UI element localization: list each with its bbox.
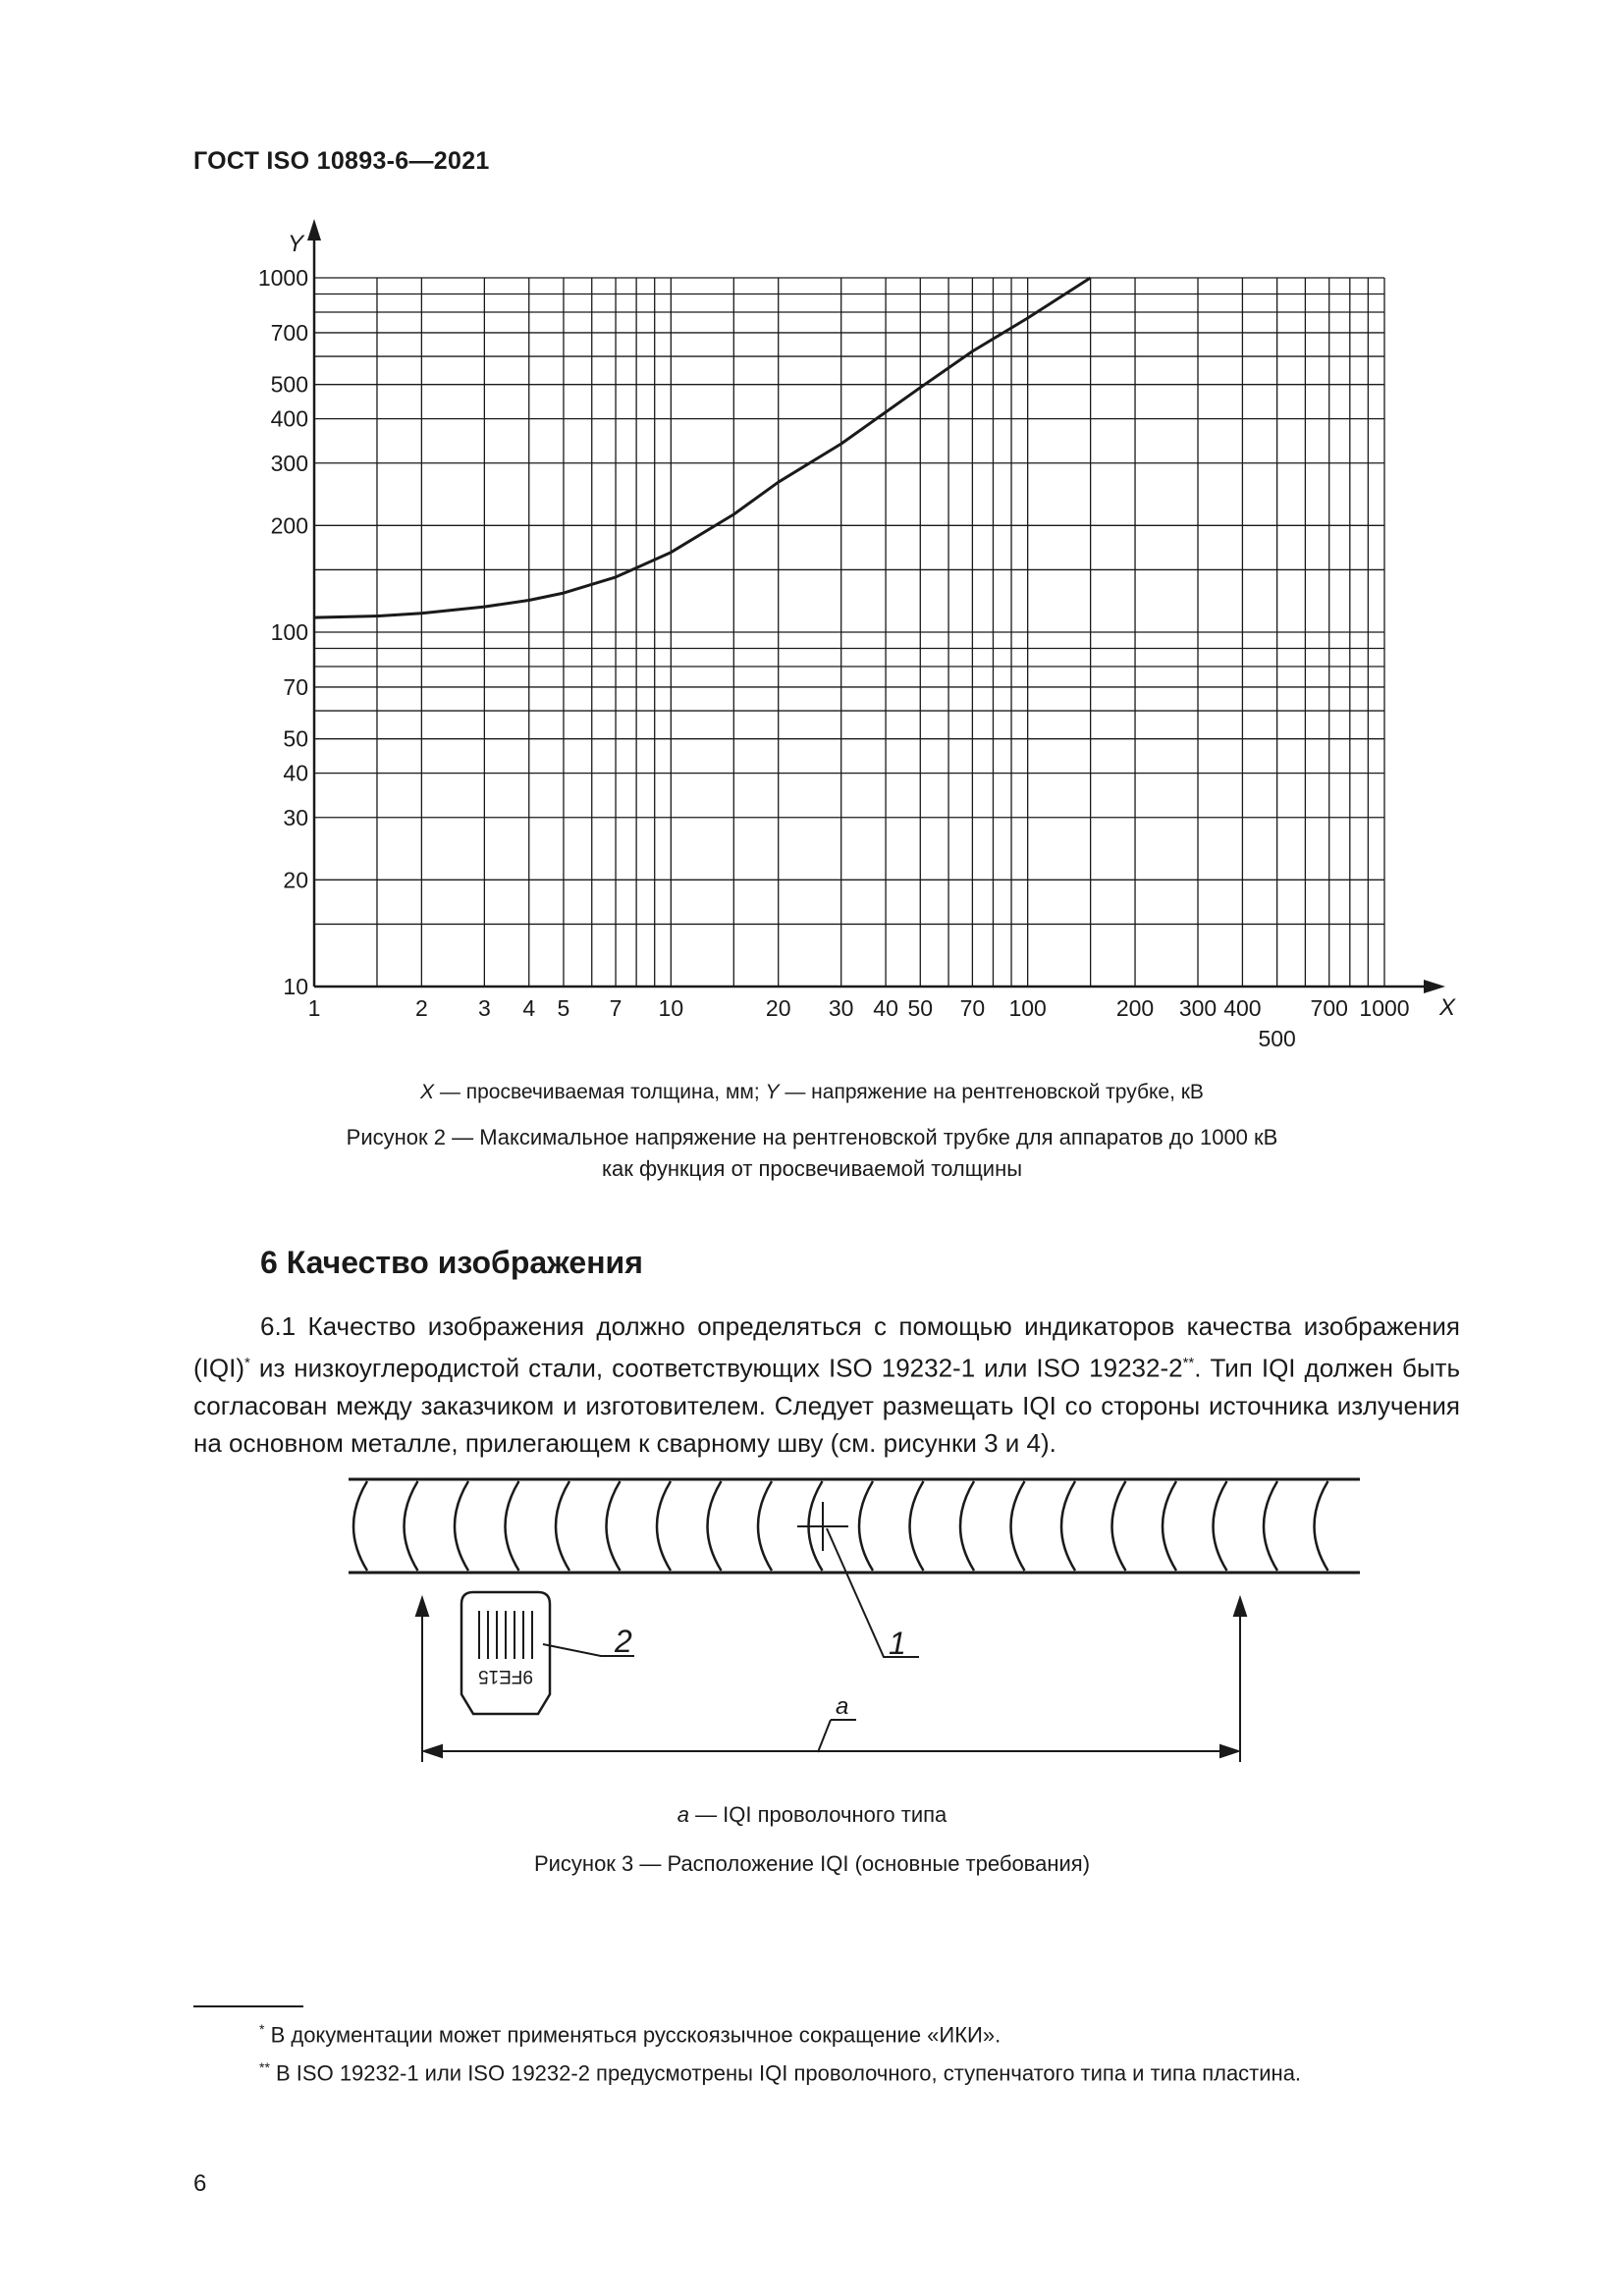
- x-tick-label: 10: [658, 995, 684, 1021]
- legend-a-symbol: a: [677, 1802, 689, 1827]
- figure-2-caption-line-1: Рисунок 2 — Максимальное напряжение на рентгеновской трубке для аппаратов до 1000 кВ: [346, 1125, 1278, 1149]
- y-axis-label: Y: [288, 231, 304, 257]
- legend-x-symbol: X: [420, 1081, 435, 1103]
- y-tick-label: 1000: [257, 265, 308, 291]
- x-axis-label: X: [1439, 994, 1456, 1021]
- callout-2-label: 2: [615, 1624, 632, 1659]
- dimension-line: [424, 1720, 1238, 1757]
- x-tick-label: 500: [1258, 1026, 1296, 1051]
- y-tick-label: 70: [283, 673, 308, 700]
- x-tick-label: 20: [765, 995, 791, 1021]
- para-text-1: 6.1 Качество изображения должно определяться с помощью индикаторов качества изображения (IQI): [193, 1311, 1460, 1383]
- iqi-marking: 9FE15: [478, 1666, 533, 1686]
- document-header: ГОСТ ISO 10893-6—2021: [193, 147, 490, 175]
- weld-ripple: [506, 1481, 519, 1571]
- weld-ripple: [708, 1481, 722, 1571]
- figure-3-legend: [0, 1799, 1624, 1831]
- footnote-separator: [193, 2005, 303, 2007]
- iqi-wires: [479, 1611, 532, 1659]
- x-tick-label: 3: [477, 995, 491, 1021]
- footnote-1-text: В документации может применяться русскоязычное сокращение «ИКИ».: [264, 2022, 1001, 2048]
- legend-a-text: — IQI проволочного типа: [688, 1802, 947, 1827]
- weld-ripple: [455, 1481, 468, 1571]
- weld-ripple: [960, 1481, 974, 1571]
- x-tick-label: 700: [1310, 995, 1348, 1021]
- chart-grid: [314, 278, 1384, 987]
- callout-1-label: 1: [889, 1626, 906, 1661]
- y-tick-label: 20: [283, 867, 308, 893]
- x-tick-label: 2: [414, 995, 428, 1021]
- page-number: 6: [193, 2170, 207, 2197]
- x-tick-label: 200: [1115, 995, 1155, 1021]
- x-tick-label: 300: [1178, 995, 1218, 1021]
- y-tick-label: 100: [270, 619, 308, 645]
- x-tick-label: 5: [557, 995, 570, 1021]
- para-text-2: из низкоуглеродистой стали, соответствующих ISO 19232-1 или ISO 19232-2: [249, 1353, 1183, 1383]
- x-tick-label: 100: [1008, 995, 1047, 1021]
- figure-2-legend: [0, 1077, 1624, 1108]
- weld-ripple: [758, 1481, 772, 1571]
- x-tick-label: 1: [307, 995, 321, 1021]
- dimension-label-a: a: [836, 1693, 849, 1720]
- chart-tick-labels: [258, 265, 1410, 1051]
- x-tick-label: 70: [959, 995, 986, 1021]
- weld-seam: [349, 1479, 1360, 1573]
- x-tick-label: 7: [609, 995, 623, 1021]
- series-line: [314, 278, 1091, 617]
- callout-1-leader: [827, 1528, 919, 1657]
- weld-ripple: [1214, 1481, 1227, 1571]
- y-tick-label: 10: [283, 974, 308, 999]
- footnote-2-mark: **: [259, 2059, 270, 2075]
- weld-ripple: [1264, 1481, 1277, 1571]
- footnote-ref-2[interactable]: **: [1182, 1355, 1195, 1371]
- chart-series: [314, 278, 1091, 617]
- x-tick-label: 50: [907, 995, 934, 1021]
- legend-y-text: — напряжение на рентгеновской трубке, кВ: [779, 1081, 1204, 1103]
- weld-ripple: [910, 1481, 924, 1571]
- x-tick-label: 40: [873, 995, 898, 1021]
- figure-3-caption: Рисунок 3 — Расположение IQI (основные требования): [533, 1851, 1091, 1876]
- section-title: 6 Качество изображения: [260, 1245, 643, 1280]
- y-tick-label: 50: [283, 725, 308, 752]
- figure-2-caption-line-2: как функция от просвечиваемой толщины: [601, 1156, 1023, 1181]
- y-tick-label: 400: [270, 405, 308, 432]
- x-tick-label: 1000: [1359, 995, 1410, 1021]
- y-tick-label: 300: [270, 450, 308, 476]
- weld-ripple: [1163, 1481, 1176, 1571]
- y-axis-arrow: [307, 219, 321, 240]
- y-tick-label: 40: [283, 760, 308, 786]
- callout-2-leader: [543, 1644, 634, 1656]
- x-tick-label: 400: [1223, 995, 1262, 1021]
- para-text-3: . Тип IQI должен быть согласован между заказчиком и изготовителем. Следует размещать IQI со стороны источника излучения на основном металле, прилегающем к сварному шву (см. рисунки 3 и 4).: [193, 1353, 1460, 1458]
- y-tick-label: 500: [270, 371, 308, 398]
- weld-ripple: [556, 1481, 569, 1571]
- weld-ripple: [809, 1481, 823, 1571]
- weld-ripple: [1112, 1481, 1126, 1571]
- weld-center-cross: [797, 1502, 848, 1551]
- weld-ripple: [607, 1481, 621, 1571]
- y-tick-label: 200: [270, 512, 308, 539]
- footnote-1-mark: *: [259, 2021, 265, 2037]
- range-markers: [416, 1598, 1246, 1762]
- x-axis-arrow: [1424, 980, 1445, 993]
- footnote-2-text: В ISO 19232-1 или ISO 19232-2 предусмотрены IQI проволочного, ступенчатого типа и типа пластина.: [269, 2060, 1302, 2086]
- footnote-2: [259, 2053, 1301, 2088]
- section-paragraph: [193, 1308, 1460, 1462]
- weld-ripple: [405, 1481, 418, 1571]
- footnote-1: [259, 2014, 1001, 2050]
- x-tick-label: 4: [522, 995, 536, 1021]
- footnote-ref-1[interactable]: *: [244, 1355, 250, 1371]
- weld-ripple: [353, 1481, 367, 1571]
- weld-ripple: [657, 1481, 671, 1571]
- weld-ripple: [859, 1481, 873, 1571]
- weld-ripple: [1061, 1481, 1075, 1571]
- y-tick-label: 30: [283, 804, 308, 830]
- iqi-plate: [461, 1592, 550, 1714]
- y-tick-label: 700: [270, 319, 308, 346]
- weld-ripple: [1315, 1481, 1328, 1571]
- figure-2-chart: [0, 0, 1624, 1060]
- legend-y-symbol: Y: [765, 1081, 780, 1103]
- x-tick-label: 30: [828, 995, 854, 1021]
- weld-ripple: [1011, 1481, 1025, 1571]
- legend-x-text: — просвечиваемая толщина, мм;: [434, 1081, 766, 1103]
